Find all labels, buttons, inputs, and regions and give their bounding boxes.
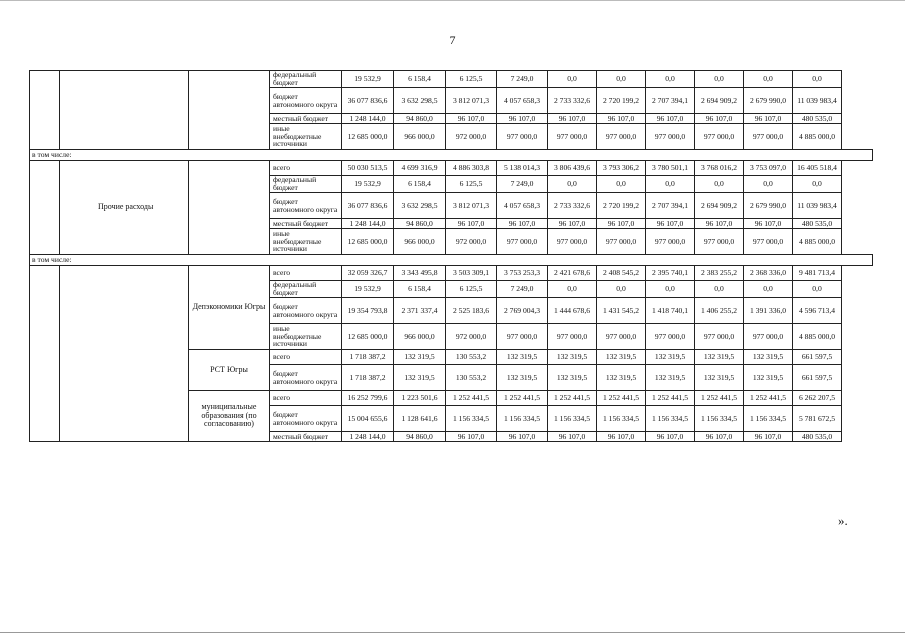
value-cell: 4 699 316,9: [394, 161, 446, 176]
funding-source-cell: иные внебюджетные источники: [270, 324, 342, 350]
value-cell: 2 733 332,6: [548, 88, 597, 114]
funding-source-cell: федеральный бюджет: [270, 281, 342, 298]
value-cell: 2 395 740,1: [646, 266, 695, 281]
value-cell: 96 107,0: [497, 432, 548, 442]
closing-quote-mark: ».: [838, 513, 848, 528]
value-cell: 132 319,5: [744, 365, 793, 391]
value-cell: 3 812 071,3: [446, 88, 497, 114]
value-cell: 2 421 678,6: [548, 266, 597, 281]
total-2026-2030-cell: 0,0: [793, 176, 842, 193]
value-cell: 1 252 441,5: [446, 391, 497, 406]
value-cell: 96 107,0: [548, 219, 597, 229]
total-2026-2030-cell: 480 535,0: [793, 432, 842, 442]
value-cell: 0,0: [744, 176, 793, 193]
funding-source-cell: бюджет автономного округа: [270, 88, 342, 114]
value-cell: 1 223 501,6: [394, 391, 446, 406]
value-cell: 96 107,0: [646, 114, 695, 124]
value-cell: 977 000,0: [597, 324, 646, 350]
value-cell: 3 768 016,2: [695, 161, 744, 176]
value-cell: 1 156 334,5: [695, 406, 744, 432]
value-cell: 0,0: [597, 176, 646, 193]
value-cell: 1 391 336,0: [744, 298, 793, 324]
value-cell: 0,0: [744, 71, 793, 88]
value-cell: 0,0: [646, 176, 695, 193]
value-cell: 966 000,0: [394, 324, 446, 350]
value-cell: 96 107,0: [597, 432, 646, 442]
value-cell: 1 718 387,2: [342, 365, 394, 391]
org-rst-yugra: РСТ Югры: [189, 350, 270, 391]
value-cell: 132 319,5: [497, 350, 548, 365]
value-cell: 6 125,5: [446, 281, 497, 298]
value-cell: 19 354 793,8: [342, 298, 394, 324]
value-cell: 1 252 441,5: [646, 391, 695, 406]
value-cell: 0,0: [695, 281, 744, 298]
empty-org-cell: [189, 71, 270, 150]
value-cell: 0,0: [646, 71, 695, 88]
funding-source-cell: всего: [270, 350, 342, 365]
value-cell: 132 319,5: [695, 365, 744, 391]
total-2026-2030-cell: 5 781 672,5: [793, 406, 842, 432]
empty-program-cell: [60, 71, 189, 150]
funding-source-cell: иные внебюджетные источники: [270, 229, 342, 255]
funding-source-cell: бюджет автономного округа: [270, 365, 342, 391]
value-cell: 977 000,0: [548, 324, 597, 350]
value-cell: 96 107,0: [497, 114, 548, 124]
value-cell: 1 252 441,5: [548, 391, 597, 406]
value-cell: 3 343 495,8: [394, 266, 446, 281]
value-cell: 1 406 255,2: [695, 298, 744, 324]
value-cell: 1 248 144,0: [342, 219, 394, 229]
value-cell: 977 000,0: [497, 229, 548, 255]
value-cell: 3 793 306,2: [597, 161, 646, 176]
value-cell: 966 000,0: [394, 124, 446, 150]
value-cell: 2 371 337,4: [394, 298, 446, 324]
value-cell: 7 249,0: [497, 176, 548, 193]
value-cell: 1 252 441,5: [597, 391, 646, 406]
value-cell: 2 525 183,6: [446, 298, 497, 324]
value-cell: 19 532,9: [342, 176, 394, 193]
funding-source-cell: бюджет автономного округа: [270, 193, 342, 219]
value-cell: 2 707 394,1: [646, 193, 695, 219]
value-cell: 0,0: [548, 71, 597, 88]
value-cell: 7 249,0: [497, 71, 548, 88]
value-cell: 2 694 909,2: [695, 88, 744, 114]
empty-number-cell: [30, 161, 60, 255]
value-cell: 32 059 326,7: [342, 266, 394, 281]
value-cell: 19 532,9: [342, 71, 394, 88]
value-cell: 50 030 513,5: [342, 161, 394, 176]
value-cell: 96 107,0: [744, 114, 793, 124]
value-cell: 1 156 334,5: [744, 406, 793, 432]
value-cell: 96 107,0: [695, 219, 744, 229]
value-cell: 1 444 678,6: [548, 298, 597, 324]
value-cell: 3 780 501,1: [646, 161, 695, 176]
value-cell: 132 319,5: [695, 350, 744, 365]
value-cell: 132 319,5: [548, 350, 597, 365]
value-cell: 2 707 394,1: [646, 88, 695, 114]
value-cell: 3 632 298,5: [394, 193, 446, 219]
value-cell: 1 418 740,1: [646, 298, 695, 324]
value-cell: 6 158,4: [394, 281, 446, 298]
value-cell: 96 107,0: [646, 432, 695, 442]
value-cell: 972 000,0: [446, 124, 497, 150]
funding-source-cell: местный бюджет: [270, 219, 342, 229]
value-cell: 1 128 641,6: [394, 406, 446, 432]
value-cell: 0,0: [695, 71, 744, 88]
section-row: [30, 255, 873, 266]
funding-source-cell: бюджет автономного округа: [270, 298, 342, 324]
funding-source-cell: иные внебюджетные источники: [270, 124, 342, 150]
total-2026-2030-cell: 4 885 000,0: [793, 324, 842, 350]
total-2026-2030-cell: 661 597,5: [793, 350, 842, 365]
org-municipal-formations: муниципальные образования (по согласованию): [189, 391, 270, 442]
value-cell: 0,0: [744, 281, 793, 298]
total-2026-2030-cell: 0,0: [793, 281, 842, 298]
value-cell: 2 383 255,2: [695, 266, 744, 281]
value-cell: 1 252 441,5: [744, 391, 793, 406]
value-cell: 3 753 253,3: [497, 266, 548, 281]
value-cell: 96 107,0: [646, 219, 695, 229]
value-cell: 977 000,0: [744, 229, 793, 255]
value-cell: 94 860,0: [394, 114, 446, 124]
value-cell: 96 107,0: [695, 114, 744, 124]
value-cell: 977 000,0: [646, 124, 695, 150]
table-body: [30, 71, 873, 442]
value-cell: 0,0: [548, 176, 597, 193]
page-number: 7: [449, 33, 456, 47]
value-cell: 977 000,0: [695, 229, 744, 255]
value-cell: 132 319,5: [646, 365, 695, 391]
value-cell: 4 886 303,8: [446, 161, 497, 176]
value-cell: 2 679 990,0: [744, 193, 793, 219]
section-label-in-total: в том числе:: [30, 255, 873, 266]
scan-edge-bottom: [0, 632, 905, 633]
total-2026-2030-cell: 0,0: [793, 71, 842, 88]
value-cell: 2 720 199,2: [597, 193, 646, 219]
value-cell: 2 368 336,0: [744, 266, 793, 281]
total-2026-2030-cell: 4 885 000,0: [793, 229, 842, 255]
value-cell: 4 057 658,3: [497, 88, 548, 114]
value-cell: 96 107,0: [695, 432, 744, 442]
value-cell: 3 632 298,5: [394, 88, 446, 114]
value-cell: 0,0: [597, 71, 646, 88]
value-cell: 1 718 387,2: [342, 350, 394, 365]
value-cell: 6 158,4: [394, 71, 446, 88]
value-cell: 977 000,0: [744, 324, 793, 350]
empty-program-cell: [60, 266, 189, 442]
table-row: [30, 161, 873, 176]
value-cell: 132 319,5: [394, 350, 446, 365]
value-cell: 1 248 144,0: [342, 114, 394, 124]
value-cell: 977 000,0: [744, 124, 793, 150]
value-cell: 96 107,0: [597, 114, 646, 124]
value-cell: 6 125,5: [446, 71, 497, 88]
value-cell: 5 138 014,3: [497, 161, 548, 176]
value-cell: 96 107,0: [548, 432, 597, 442]
value-cell: 94 860,0: [394, 432, 446, 442]
value-cell: 1 252 441,5: [695, 391, 744, 406]
value-cell: 1 156 334,5: [497, 406, 548, 432]
value-cell: 132 319,5: [497, 365, 548, 391]
value-cell: 2 694 909,2: [695, 193, 744, 219]
total-2026-2030-cell: 4 596 713,4: [793, 298, 842, 324]
funding-source-cell: федеральный бюджет: [270, 71, 342, 88]
value-cell: 2 769 004,3: [497, 298, 548, 324]
empty-number-cell: [30, 266, 60, 442]
value-cell: 1 156 334,5: [446, 406, 497, 432]
table-row: [30, 266, 873, 281]
value-cell: 2 733 332,6: [548, 193, 597, 219]
value-cell: 3 503 309,1: [446, 266, 497, 281]
table-row: [30, 71, 873, 88]
value-cell: 977 000,0: [497, 324, 548, 350]
value-cell: 1 156 334,5: [597, 406, 646, 432]
value-cell: 977 000,0: [597, 124, 646, 150]
total-2026-2030-cell: 11 039 983,4: [793, 193, 842, 219]
value-cell: 132 319,5: [394, 365, 446, 391]
value-cell: 36 077 836,6: [342, 193, 394, 219]
funding-source-cell: местный бюджет: [270, 114, 342, 124]
value-cell: 96 107,0: [446, 432, 497, 442]
empty-org-cell: [189, 161, 270, 255]
value-cell: 96 107,0: [548, 114, 597, 124]
total-2026-2030-cell: 480 535,0: [793, 114, 842, 124]
value-cell: 0,0: [597, 281, 646, 298]
value-cell: 12 685 000,0: [342, 124, 394, 150]
value-cell: 977 000,0: [695, 124, 744, 150]
value-cell: 12 685 000,0: [342, 324, 394, 350]
value-cell: 130 553,2: [446, 350, 497, 365]
value-cell: 96 107,0: [497, 219, 548, 229]
value-cell: 96 107,0: [744, 219, 793, 229]
value-cell: 19 532,9: [342, 281, 394, 298]
value-cell: 966 000,0: [394, 229, 446, 255]
empty-number-cell: [30, 71, 60, 150]
funding-source-cell: всего: [270, 266, 342, 281]
total-2026-2030-cell: 6 262 207,5: [793, 391, 842, 406]
value-cell: 1 248 144,0: [342, 432, 394, 442]
value-cell: 977 000,0: [597, 229, 646, 255]
value-cell: 977 000,0: [646, 324, 695, 350]
scan-edge-top: [0, 0, 905, 1]
value-cell: 6 125,5: [446, 176, 497, 193]
value-cell: 7 249,0: [497, 281, 548, 298]
section-label-in-total: в том числе:: [30, 150, 873, 161]
value-cell: 1 156 334,5: [646, 406, 695, 432]
value-cell: 0,0: [548, 281, 597, 298]
org-deconomics-yugra: Депэкономики Югры: [189, 266, 270, 350]
value-cell: 15 004 655,6: [342, 406, 394, 432]
total-2026-2030-cell: 9 481 713,4: [793, 266, 842, 281]
value-cell: 4 057 658,3: [497, 193, 548, 219]
value-cell: 96 107,0: [446, 219, 497, 229]
value-cell: 1 431 545,2: [597, 298, 646, 324]
budget-table: [29, 70, 873, 442]
value-cell: 36 077 836,6: [342, 88, 394, 114]
value-cell: 1 252 441,5: [497, 391, 548, 406]
value-cell: 132 319,5: [744, 350, 793, 365]
value-cell: 132 319,5: [646, 350, 695, 365]
value-cell: 977 000,0: [646, 229, 695, 255]
value-cell: 3 753 097,0: [744, 161, 793, 176]
value-cell: 977 000,0: [548, 124, 597, 150]
program-name-other-expenses: Прочие расходы: [60, 161, 189, 255]
value-cell: 16 252 799,6: [342, 391, 394, 406]
value-cell: 96 107,0: [597, 219, 646, 229]
value-cell: 96 107,0: [744, 432, 793, 442]
value-cell: 0,0: [695, 176, 744, 193]
section-row: [30, 150, 873, 161]
value-cell: 972 000,0: [446, 229, 497, 255]
value-cell: 2 720 199,2: [597, 88, 646, 114]
value-cell: 2 679 990,0: [744, 88, 793, 114]
value-cell: 977 000,0: [497, 124, 548, 150]
value-cell: 132 319,5: [597, 350, 646, 365]
value-cell: 972 000,0: [446, 324, 497, 350]
total-2026-2030-cell: 11 039 983,4: [793, 88, 842, 114]
total-2026-2030-cell: 4 885 000,0: [793, 124, 842, 150]
value-cell: 3 806 439,6: [548, 161, 597, 176]
value-cell: 1 156 334,5: [548, 406, 597, 432]
value-cell: 130 553,2: [446, 365, 497, 391]
value-cell: 3 812 071,3: [446, 193, 497, 219]
total-2026-2030-cell: 16 405 518,4: [793, 161, 842, 176]
total-2026-2030-cell: 480 535,0: [793, 219, 842, 229]
funding-source-cell: федеральный бюджет: [270, 176, 342, 193]
value-cell: 0,0: [646, 281, 695, 298]
value-cell: 132 319,5: [597, 365, 646, 391]
funding-source-cell: бюджет автономного округа: [270, 406, 342, 432]
funding-source-cell: всего: [270, 391, 342, 406]
funding-source-cell: местный бюджет: [270, 432, 342, 442]
total-2026-2030-cell: 661 597,5: [793, 365, 842, 391]
value-cell: 977 000,0: [695, 324, 744, 350]
value-cell: 132 319,5: [548, 365, 597, 391]
value-cell: 2 408 545,2: [597, 266, 646, 281]
value-cell: 977 000,0: [548, 229, 597, 255]
value-cell: 94 860,0: [394, 219, 446, 229]
value-cell: 96 107,0: [446, 114, 497, 124]
value-cell: 6 158,4: [394, 176, 446, 193]
funding-source-cell: всего: [270, 161, 342, 176]
value-cell: 12 685 000,0: [342, 229, 394, 255]
